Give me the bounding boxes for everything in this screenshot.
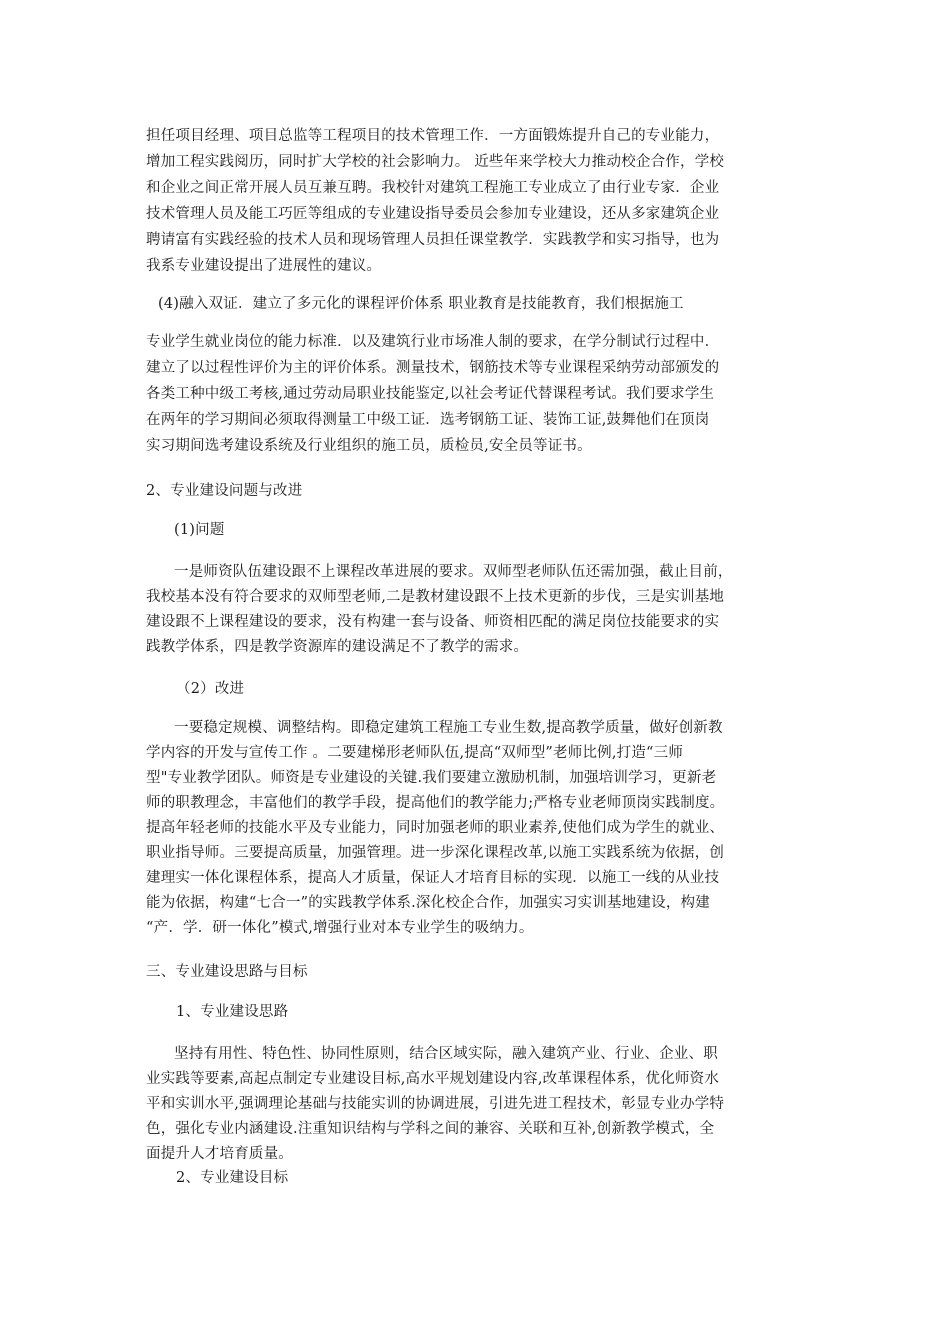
section-heading: 2、专业建设问题与改进 xyxy=(146,483,303,499)
text-line: 和企业之间正常开展人员互兼互聘。我校针对建筑工程施工专业成立了由行业专家．企业 xyxy=(146,180,720,196)
text-line: 技术管理人员及能工巧匠等组成的专业建设指导委员会参加专业建设，还从多家建筑企业 xyxy=(146,206,720,222)
text-line: 色，强化专业内涵建设.注重知识结构与学科之间的兼容、关联和互补,创新教学模式，全 xyxy=(146,1121,715,1137)
text-line: 师的职教理念，丰富他们的教学手段，提高他们的教学能力;严格专业老师顶岗实践制度。 xyxy=(146,795,725,811)
text-line: 建设跟不上课程建设的要求，没有构建一套与设备、师资相匹配的满足岗位技能要求的实 xyxy=(146,614,720,630)
text-line: “产．学．研一体化”模式,增强行业对本专业学生的吸纳力。 xyxy=(146,920,534,936)
text-line: 坚持有用性、特色性、协同性原则，结合区域实际，融入建筑产业、行业、企业、职 xyxy=(174,1046,718,1062)
text-line: 一要稳定规模、调整结构。即稳定建筑工程施工专业生数,提高教学质量，做好创新教 xyxy=(174,720,723,736)
text-line: 建立了以过程性评价为主的评价体系。测量技术，钢筋技术等专业课程采纳劳动部颁发的 xyxy=(146,360,720,376)
text-line: 型"专业教学团队。师资是专业建设的关键.我们要建立激励机制，加强培训学习，更新老 xyxy=(146,770,717,786)
text-line: 面提升人才培育质量。 xyxy=(146,1146,293,1162)
text-line: 聘请富有实践经验的技术人员和现场管理人员担任课堂教学．实践教学和实习指导，也为 xyxy=(146,232,720,248)
text-line: 在两年的学习期间必须取得测量工中级工证．选考钢筋工证、装饰工证,鼓舞他们在顶岗 xyxy=(146,412,710,428)
text-line: 担任项目经理、项目总监等工程项目的技术管理工作．一方面锻炼提升自己的专业能力， xyxy=(146,128,720,144)
text-line: 学内容的开发与宣传工作 。二要建梯形老师队伍,提高“双师型”老师比例,打造“三师 xyxy=(146,745,684,761)
text-line: (4)融入双证．建立了多元化的课程评价体系 职业教育是技能教育，我们根据施工 xyxy=(158,296,684,312)
text-line: 平和实训水平,强调理论基础与技能实训的协调进展，引进先进工程技术，彰显专业办学特 xyxy=(146,1096,725,1112)
chapter-heading: 三、专业建设思路与目标 xyxy=(146,964,308,980)
text-line: 业实践等要素,高起点制定专业建设目标,高水平规划建设内容,改革课程体系，优化师资水 xyxy=(146,1071,720,1087)
text-line: 我校基本没有符合要求的双师型老师,二是教材建设跟不上技术更新的步伐，三是实训基地 xyxy=(146,589,725,605)
text-line: 一是师资队伍建设跟不上课程改革进展的要求。双师型老师队伍还需加强，截止目前， xyxy=(174,564,733,580)
subsection-heading: (1)问题 xyxy=(174,522,225,538)
text-line: 提高年轻老师的技能水平及专业能力，同时加强老师的职业素养,使他们成为学生的就业、 xyxy=(146,820,725,836)
text-line: 实习期间选考建设系统及行业组织的施工员，质检员,安全员等证书。 xyxy=(146,438,592,454)
subsection-heading: （2）改进 xyxy=(176,681,245,697)
text-line: 增加工程实践阅历，同时扩大学校的社会影响力。 近些年来学校大力推动校企合作，学校 xyxy=(146,154,725,170)
text-line: 专业学生就业岗位的能力标准．以及建筑行业市场准人制的要求，在学分制试行过程中． xyxy=(146,334,720,350)
text-line: 建理实一体化课程体系，提高人才质量，保证人才培育目标的实现．以施工一线的从业技 xyxy=(146,870,720,886)
text-line: 职业指导师。三要提高质量，加强管理。进一步深化课程改革,以施工实践系统为依据，创 xyxy=(146,845,725,861)
subsection-heading: 1、专业建设思路 xyxy=(176,1004,289,1020)
text-line: 践教学体系，四是教学资源库的建设满足不了教学的需求。 xyxy=(146,639,529,655)
text-line: 我系专业建设提出了进展性的建议。 xyxy=(146,258,382,274)
subsection-heading: 2、专业建设目标 xyxy=(176,1170,289,1186)
text-line: 各类工种中级工考核,通过劳动局职业技能鉴定,以社会考证代替课程考试。我们要求学生 xyxy=(146,386,715,402)
text-line: 能为依据，构建“七合一”的实践教学体系.深化校企合作，加强实习实训基地建设，构建 xyxy=(146,895,710,911)
